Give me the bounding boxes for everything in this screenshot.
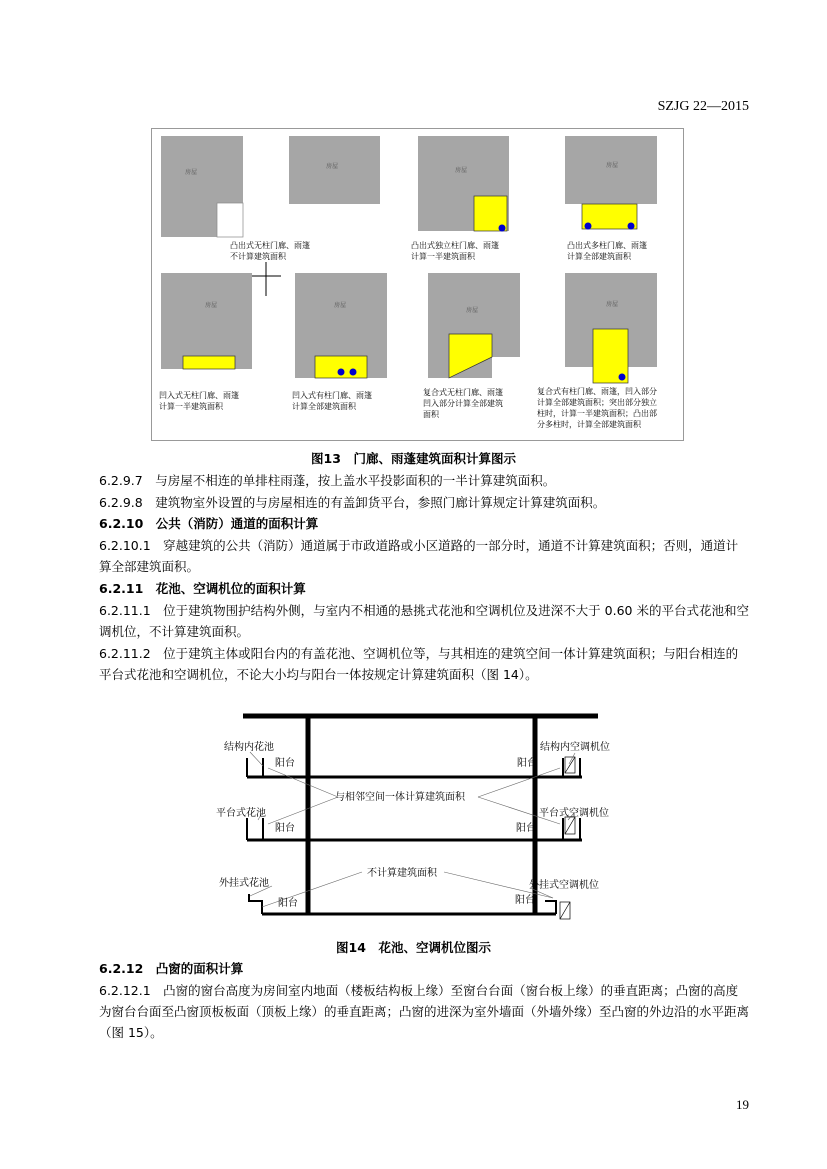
heading-6-2-12: 6.2.12 凸窗的面积计算 (99, 961, 244, 976)
column-3 (499, 225, 506, 232)
room-4 (565, 136, 657, 230)
column-4b (628, 223, 635, 230)
canopy-5 (183, 356, 235, 369)
column-6b (350, 369, 357, 376)
fig13-caption-1: 凸出式无柱门廊、雨篷 不计算建筑面积 (230, 241, 310, 261)
column-6a (338, 369, 345, 376)
label-inner-planter: 结构内花池 (224, 742, 274, 753)
figure-14-diagram (0, 700, 827, 940)
room-label-6: 房屋 (334, 302, 347, 309)
label-balcony-1l: 阳台 (275, 758, 295, 769)
room-2 (289, 136, 380, 204)
standard-code: SZJG 22—2015 (657, 99, 749, 114)
para-6-2-12-1: 6.2.12.1 凸窗的窗台高度为房间室内地面（楼板结构板上缘）至窗台台面（窗台板上缘）的垂直距离；凸窗的高度为窗台台面至凸窗顶板板面（顶板上缘）的垂直距离；凸窗的进深为室外墙面（外墙外缘）至凸窗的外边沿的水平距离（图 15）。 (99, 983, 750, 1040)
room-8 (565, 273, 657, 383)
label-hanging-planter: 外挂式花池 (219, 878, 269, 889)
para-6-2-11-2: 6.2.11.2 位于建筑主体或阳台内的有盖花池、空调机位等，与其相连的建筑空间一体计算建筑面积；与阳台相连的平台式花池和空调机位，不论大小均与阳台一体按规定计算建筑面积（图 14）。 (99, 646, 739, 682)
label-balcony-3l: 阳台 (278, 898, 298, 909)
figure-13-caption: 图13 门廊、雨蓬建筑面积计算图示 (311, 451, 516, 466)
heading-6-2-11: 6.2.11 花池、空调机位的面积计算 (99, 581, 306, 596)
room-label-5: 房屋 (205, 302, 218, 309)
label-balcony-2l: 阳台 (275, 823, 295, 834)
room-6 (295, 273, 387, 378)
room-7 (428, 273, 520, 378)
room-label-1: 房屋 (185, 169, 198, 176)
figure-14-caption: 图14 花池、空调机位图示 (336, 940, 491, 955)
label-platform-planter: 平台式花池 (216, 808, 266, 819)
para-6-2-10-1: 6.2.10.1 穿越建筑的公共（消防）通道属于市政道路或小区道路的一部分时，通道不计算建筑面积；否则，通道计算全部建筑面积。 (99, 538, 739, 574)
para-6-2-9-8: 6.2.9.8 建筑物室外设置的与房屋相连的有盖卸货平台，参照门廊计算规定计算建筑面积。 (99, 495, 606, 510)
label-calc-with-space: 与相邻空间一体计算建筑面积 (335, 792, 465, 803)
room-5 (161, 273, 252, 369)
label-inner-ac: 结构内空调机位 (540, 742, 610, 753)
label-balcony-3r: 阳台 (515, 895, 535, 906)
fig13-caption-5: 凹入式有柱门廊、雨篷 计算全部建筑面积 (292, 391, 372, 411)
room-label-4: 房屋 (606, 162, 619, 169)
heading-6-2-10: 6.2.10 公共（消防）通道的面积计算 (99, 516, 319, 531)
room-3 (418, 136, 509, 232)
label-not-calc: 不计算建筑面积 (367, 868, 437, 879)
figure-13-diagram (0, 0, 827, 470)
para-6-2-11-1: 6.2.11.1 位于建筑物围护结构外侧，与室内不相通的悬挑式花池和空调机位及进深不大于 0.60 米的平台式花池和空调机位，不计算建筑面积。 (99, 603, 749, 639)
fig13-caption-4: 凹入式无柱门廊、雨篷 计算一半建筑面积 (159, 391, 239, 411)
room-label-2: 房屋 (326, 163, 339, 170)
room-label-8: 房屋 (606, 301, 619, 308)
fig13-caption-3: 凸出式多柱门廊、雨篷 计算全部建筑面积 (567, 241, 647, 261)
label-balcony-1r: 阳台 (517, 758, 537, 769)
page-number: 19 (736, 1097, 749, 1112)
fig13-caption-7: 复合式有柱门廊、雨篷，凹入部分 计算全部建筑面积；突出部分独立 柱时，计算一半建筑面积；凸出部 分多柱时，计算全部建筑面积 (537, 387, 657, 429)
para-6-2-9-7: 6.2.9.7 与房屋不相连的单排柱雨蓬，按上盖水平投影面积的一半计算建筑面积。 (99, 473, 556, 488)
label-balcony-2r: 阳台 (516, 823, 536, 834)
room-label-7: 房屋 (466, 307, 479, 314)
fig13-caption-6: 复合式无柱门廊、雨篷 凹入部分计算全部建筑 面积 (423, 388, 503, 419)
room-label-3: 房屋 (455, 167, 468, 174)
column-8 (619, 374, 626, 381)
room-1 (161, 136, 243, 237)
label-hanging-ac: 外挂式空调机位 (529, 880, 599, 891)
fig13-caption-2: 凸出式独立柱门廊、雨篷 计算一半建筑面积 (411, 241, 499, 261)
label-platform-ac: 平台式空调机位 (539, 808, 609, 819)
column-4a (585, 223, 592, 230)
